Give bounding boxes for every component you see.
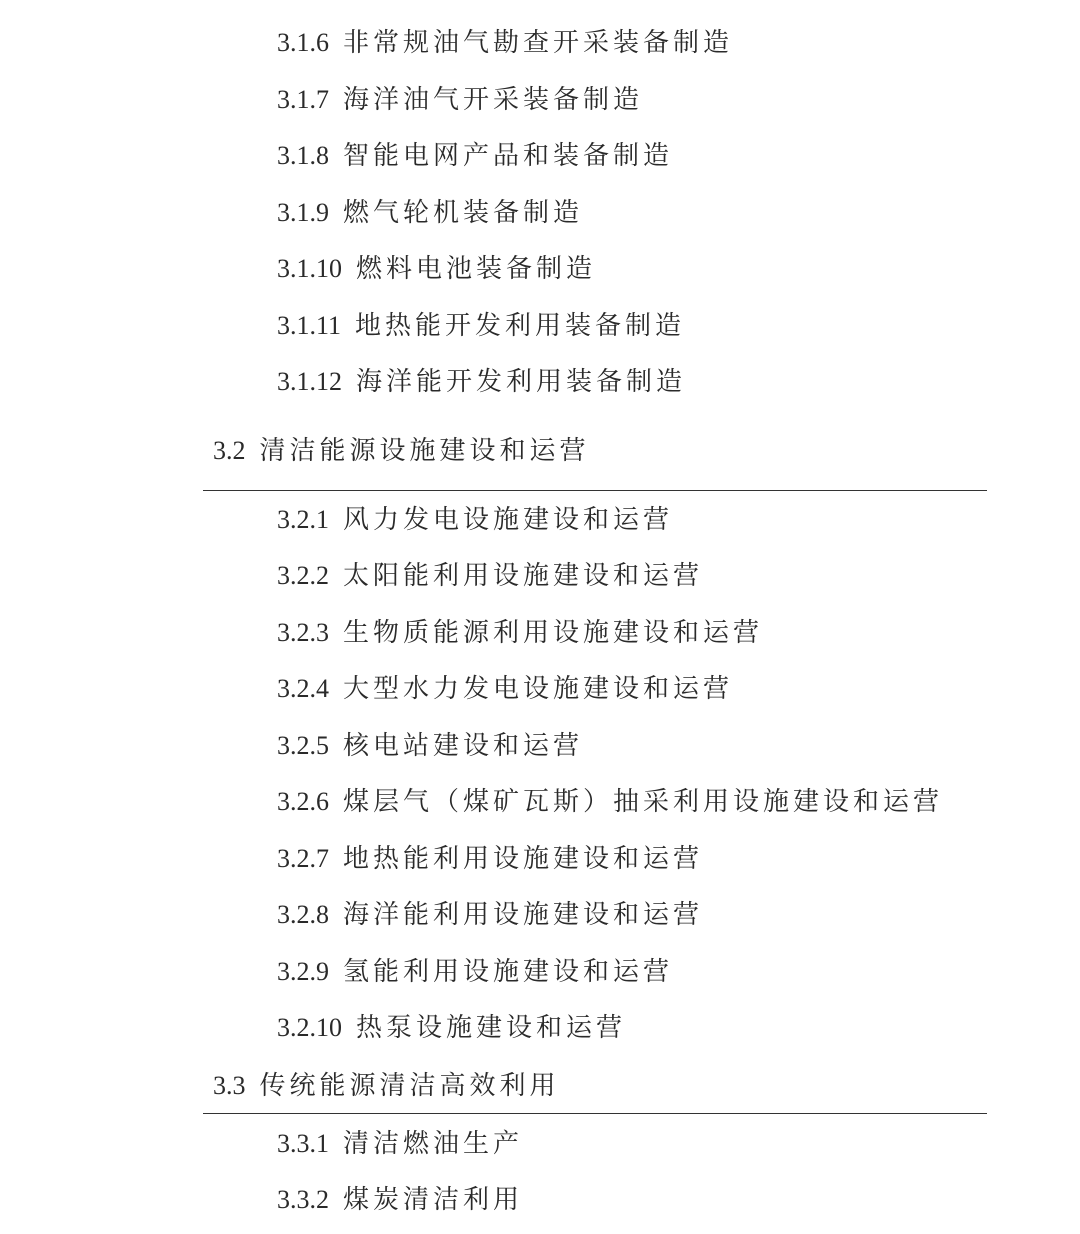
section-heading [213,436,590,466]
list-item [277,674,733,704]
item-number: 3.2.7 [277,844,329,873]
item-number: 3.2.10 [277,1013,342,1042]
list-item [277,1013,626,1043]
item-number: 3.2.6 [277,787,329,816]
list-item [277,844,703,874]
item-number: 3.2.5 [277,731,329,760]
item-text: 氢能利用设施建设和运营 [343,957,674,987]
list-item [277,254,596,284]
item-number: 3.2.2 [277,561,329,590]
item-number: 3.1.7 [277,85,329,114]
item-number: 3.1.12 [277,367,342,396]
item-number: 3.1.10 [277,254,342,283]
section-divider [203,490,987,491]
list-item [277,618,763,648]
item-text: 核电站建设和运营 [343,731,584,761]
item-text: 太阳能利用设施建设和运营 [343,561,704,591]
item-number: 3.2.8 [277,900,329,929]
list-item [277,900,703,930]
item-text: 风力发电设施建设和运营 [343,505,674,535]
item-text: 海洋能开发利用装备制造 [356,367,687,397]
list-item [277,957,673,987]
list-item [277,141,673,171]
section-title: 传统能源清洁高效利用 [259,1071,560,1101]
list-item [277,787,943,817]
item-text: 大型水力发电设施建设和运营 [343,674,734,704]
list-item [277,731,583,761]
section-heading [213,1071,560,1101]
item-text: 非常规油气勘查开采装备制造 [343,28,734,58]
item-text: 煤层气（煤矿瓦斯）抽采利用设施建设和运营 [343,787,944,817]
section-title: 清洁能源设施建设和运营 [259,436,590,466]
item-number: 3.1.6 [277,28,329,57]
list-item [277,198,583,228]
item-number: 3.2.1 [277,505,329,534]
list-item [277,367,686,397]
item-text: 燃料电池装备制造 [356,254,597,284]
item-text: 地热能开发利用装备制造 [355,311,686,341]
item-text: 智能电网产品和装备制造 [343,141,674,171]
section-number: 3.3 [213,1071,246,1100]
list-item [277,561,703,591]
item-number: 3.1.11 [277,311,342,340]
item-number: 3.2.9 [277,957,329,986]
item-text: 热泵设施建设和运营 [356,1013,627,1043]
item-number: 3.2.4 [277,674,329,703]
item-text: 煤炭清洁利用 [343,1185,524,1215]
item-text: 海洋能利用设施建设和运营 [343,900,704,930]
item-text: 海洋油气开采装备制造 [343,85,644,115]
list-item [277,28,733,58]
list-item [277,505,673,535]
section-number: 3.2 [213,436,246,465]
list-item [277,311,685,341]
item-text: 燃气轮机装备制造 [343,198,584,228]
item-number: 3.3.2 [277,1185,329,1214]
section-divider [203,1113,987,1114]
list-item [277,1185,523,1215]
item-text: 生物质能源利用设施建设和运营 [343,618,764,648]
list-item [277,1129,523,1159]
item-text: 清洁燃油生产 [343,1129,524,1159]
list-item [277,85,643,115]
item-text: 地热能利用设施建设和运营 [343,844,704,874]
item-number: 3.3.1 [277,1129,329,1158]
item-number: 3.1.8 [277,141,329,170]
item-number: 3.2.3 [277,618,329,647]
item-number: 3.1.9 [277,198,329,227]
